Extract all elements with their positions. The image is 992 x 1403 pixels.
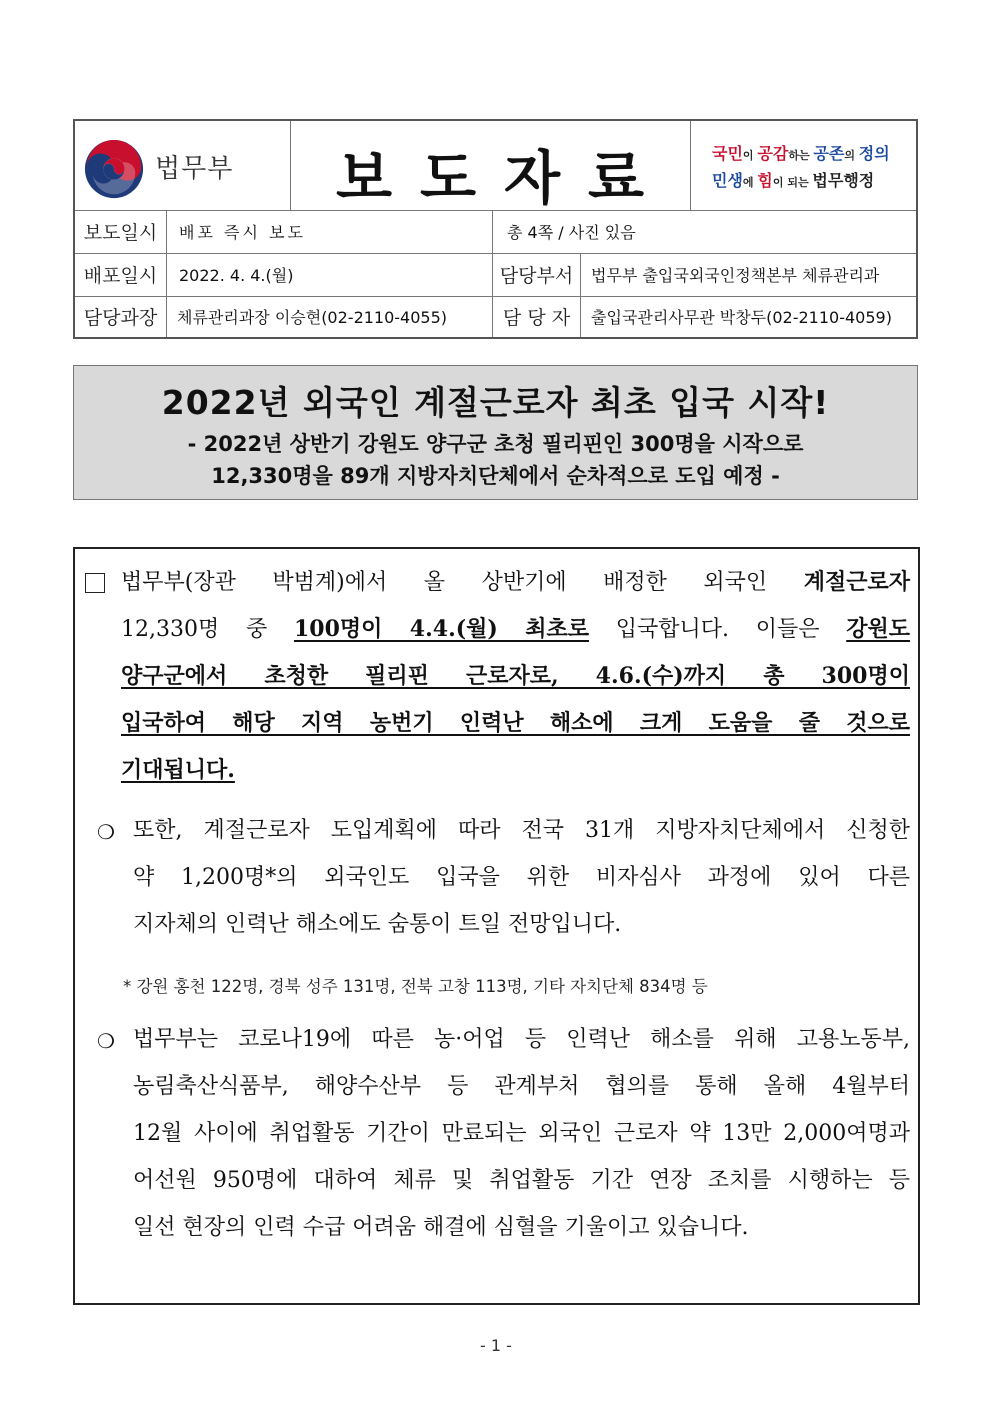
p1-l1b: 계절근로자 [803,569,910,595]
press-release-header [73,119,918,339]
department-label: 담당부서 [493,253,581,296]
bullet-icon: ❍ [97,820,115,844]
p2-line-3: 지자체의 인력난 해소에도 숨통이 트일 전망입니다. [133,912,622,937]
page-number: - 1 - [480,1336,512,1355]
slogan-line-1 [712,141,890,168]
contact-row [75,296,916,337]
p3-line-3: 12월 사이에 취업활동 기간이 만료되는 외국인 근로자 약 13만 2,000여명과 [133,1121,910,1146]
doc-title-cell [290,121,691,210]
slogan-segment: 법무행정 [812,171,875,190]
p1-l2c: 입국합니다. 이들은 [588,617,847,642]
slogan-segment: 공감 [757,144,789,163]
release-date-row [75,253,916,297]
p1-line-4: 입국하여 해당 지역 농번기 인력난 해소에 크게 도움을 줄 것으로 [121,710,910,736]
p3-line-4: 어선원 950명에 대하여 체류 및 취업활동 기간 연장 조치를 시행하는 등 [133,1168,910,1193]
slogan-segment: 에 [742,176,758,189]
release-date-value: 2022. 4. 4.(월) [167,253,493,296]
p1-line-2 [121,606,910,653]
body-box [73,547,920,1305]
slogan-segment: 힘 [757,171,773,190]
p1-l2d: 강원도 [846,616,910,642]
p3-line-5: 일선 현장의 인력 수급 어려움 해결에 심혈을 기울이고 있습니다. [133,1215,749,1240]
slogan-cell [690,121,916,210]
slogan-segment: 국민 [712,144,743,163]
headline-title: 2022년 외국인 계절근로자 최초 입국 시작! [161,383,830,422]
footnote: * 강원 홍천 122명, 경북 성주 131명, 전북 고창 113명, 기타 자치단체 834명 등 [123,977,708,996]
headline-subtitle-2: 12,330명을 89개 지방자치단체에서 순차적으로 도입 예정 - [211,464,780,488]
ministry-name: 법무부 [155,154,234,184]
slogan-line-2 [712,168,890,195]
p2-line-1: 또한, 계절근로자 도입계획에 따라 전국 31개 지방자치단체에서 신청한 [133,818,910,843]
pages-info: 총 4쪽 / 사진 있음 [507,223,636,242]
doc-title: 보도자료 [335,144,673,212]
slogan [712,141,890,195]
slogan-segment: 정의 [858,144,890,163]
ministry-logo-cell [75,121,291,210]
report-date-row [75,210,916,254]
slogan-segment: 이 되는 [772,176,813,189]
p1-line-3: 양구군에서 초청한 필리핀 근로자로, 4.6.(수)까지 총 300명이 [121,663,910,689]
slogan-segment: 하는 [788,149,814,162]
p3-line-1: 법무부는 코로나19에 따른 농·어업 등 인력난 해소를 위해 고용노동부, [133,1027,910,1052]
slogan-segment: 공존 [813,144,845,163]
bullet-icon: ❍ [97,1029,115,1053]
slogan-segment: 이 [742,149,758,162]
p1-l2b: 100명이 4.4.(월) 최초로 [293,616,589,642]
headline-box [73,365,918,500]
slogan-segment: 민생 [712,171,743,190]
staff-label: 담 당 자 [493,296,581,337]
report-date-label: 보도일시 [75,210,167,253]
paragraph-1 [121,559,910,794]
release-date-label: 배포일시 [75,253,167,296]
staff-value: 출입국관리사무관 박창두(02-2110-4059) [591,308,892,327]
paragraph-3 [133,1016,910,1251]
taegeuk-emblem-icon [83,138,145,200]
checkbox-icon [85,573,105,593]
paragraph-2 [133,807,910,948]
department-value: 법무부 출입국외국인정책본부 체류관리과 [591,266,880,285]
p1-l2a: 12,330명 중 [121,617,294,642]
p3-line-2: 농림축산식품부, 해양수산부 등 관계부처 협의를 통해 올해 4월부터 [133,1074,910,1099]
p1-line-5: 기대됩니다. [121,757,235,783]
p1-l1a: 법무부(장관 박범계)에서 올 상반기에 배정한 외국인 [121,570,804,595]
manager-value: 체류관리과장 이승현(02-2110-4055) [167,296,493,337]
slogan-segment: 의 [844,149,859,162]
report-date-value: 배포 즉시 보도 [167,210,493,253]
manager-label: 담당과장 [75,296,167,337]
header-top-row [75,121,916,211]
p2-line-2: 약 1,200명*의 외국인도 입국을 위한 비자심사 과정에 있어 다른 [133,865,910,890]
p1-line-1 [121,559,910,606]
headline-subtitle-1: - 2022년 상반기 강원도 양구군 초청 필리핀인 300명을 시작으로 [187,432,804,456]
